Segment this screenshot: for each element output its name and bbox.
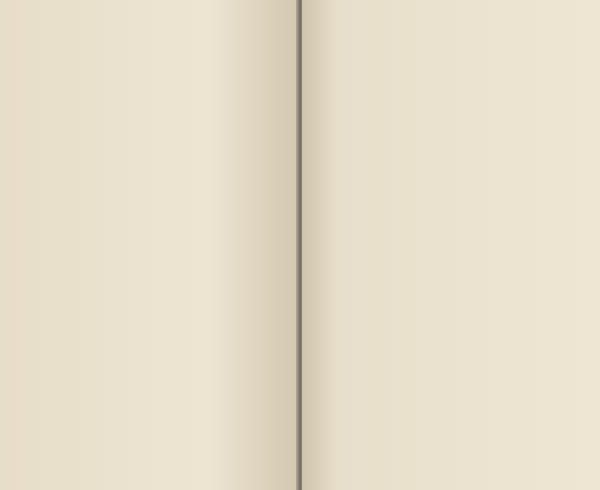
signature-line bbox=[320, 21, 592, 39]
right-page-text bbox=[320, 21, 592, 39]
right-running-head bbox=[320, 4, 592, 21]
left-running-head bbox=[3, 4, 293, 21]
right-page bbox=[302, 0, 600, 490]
left-page bbox=[0, 0, 298, 490]
